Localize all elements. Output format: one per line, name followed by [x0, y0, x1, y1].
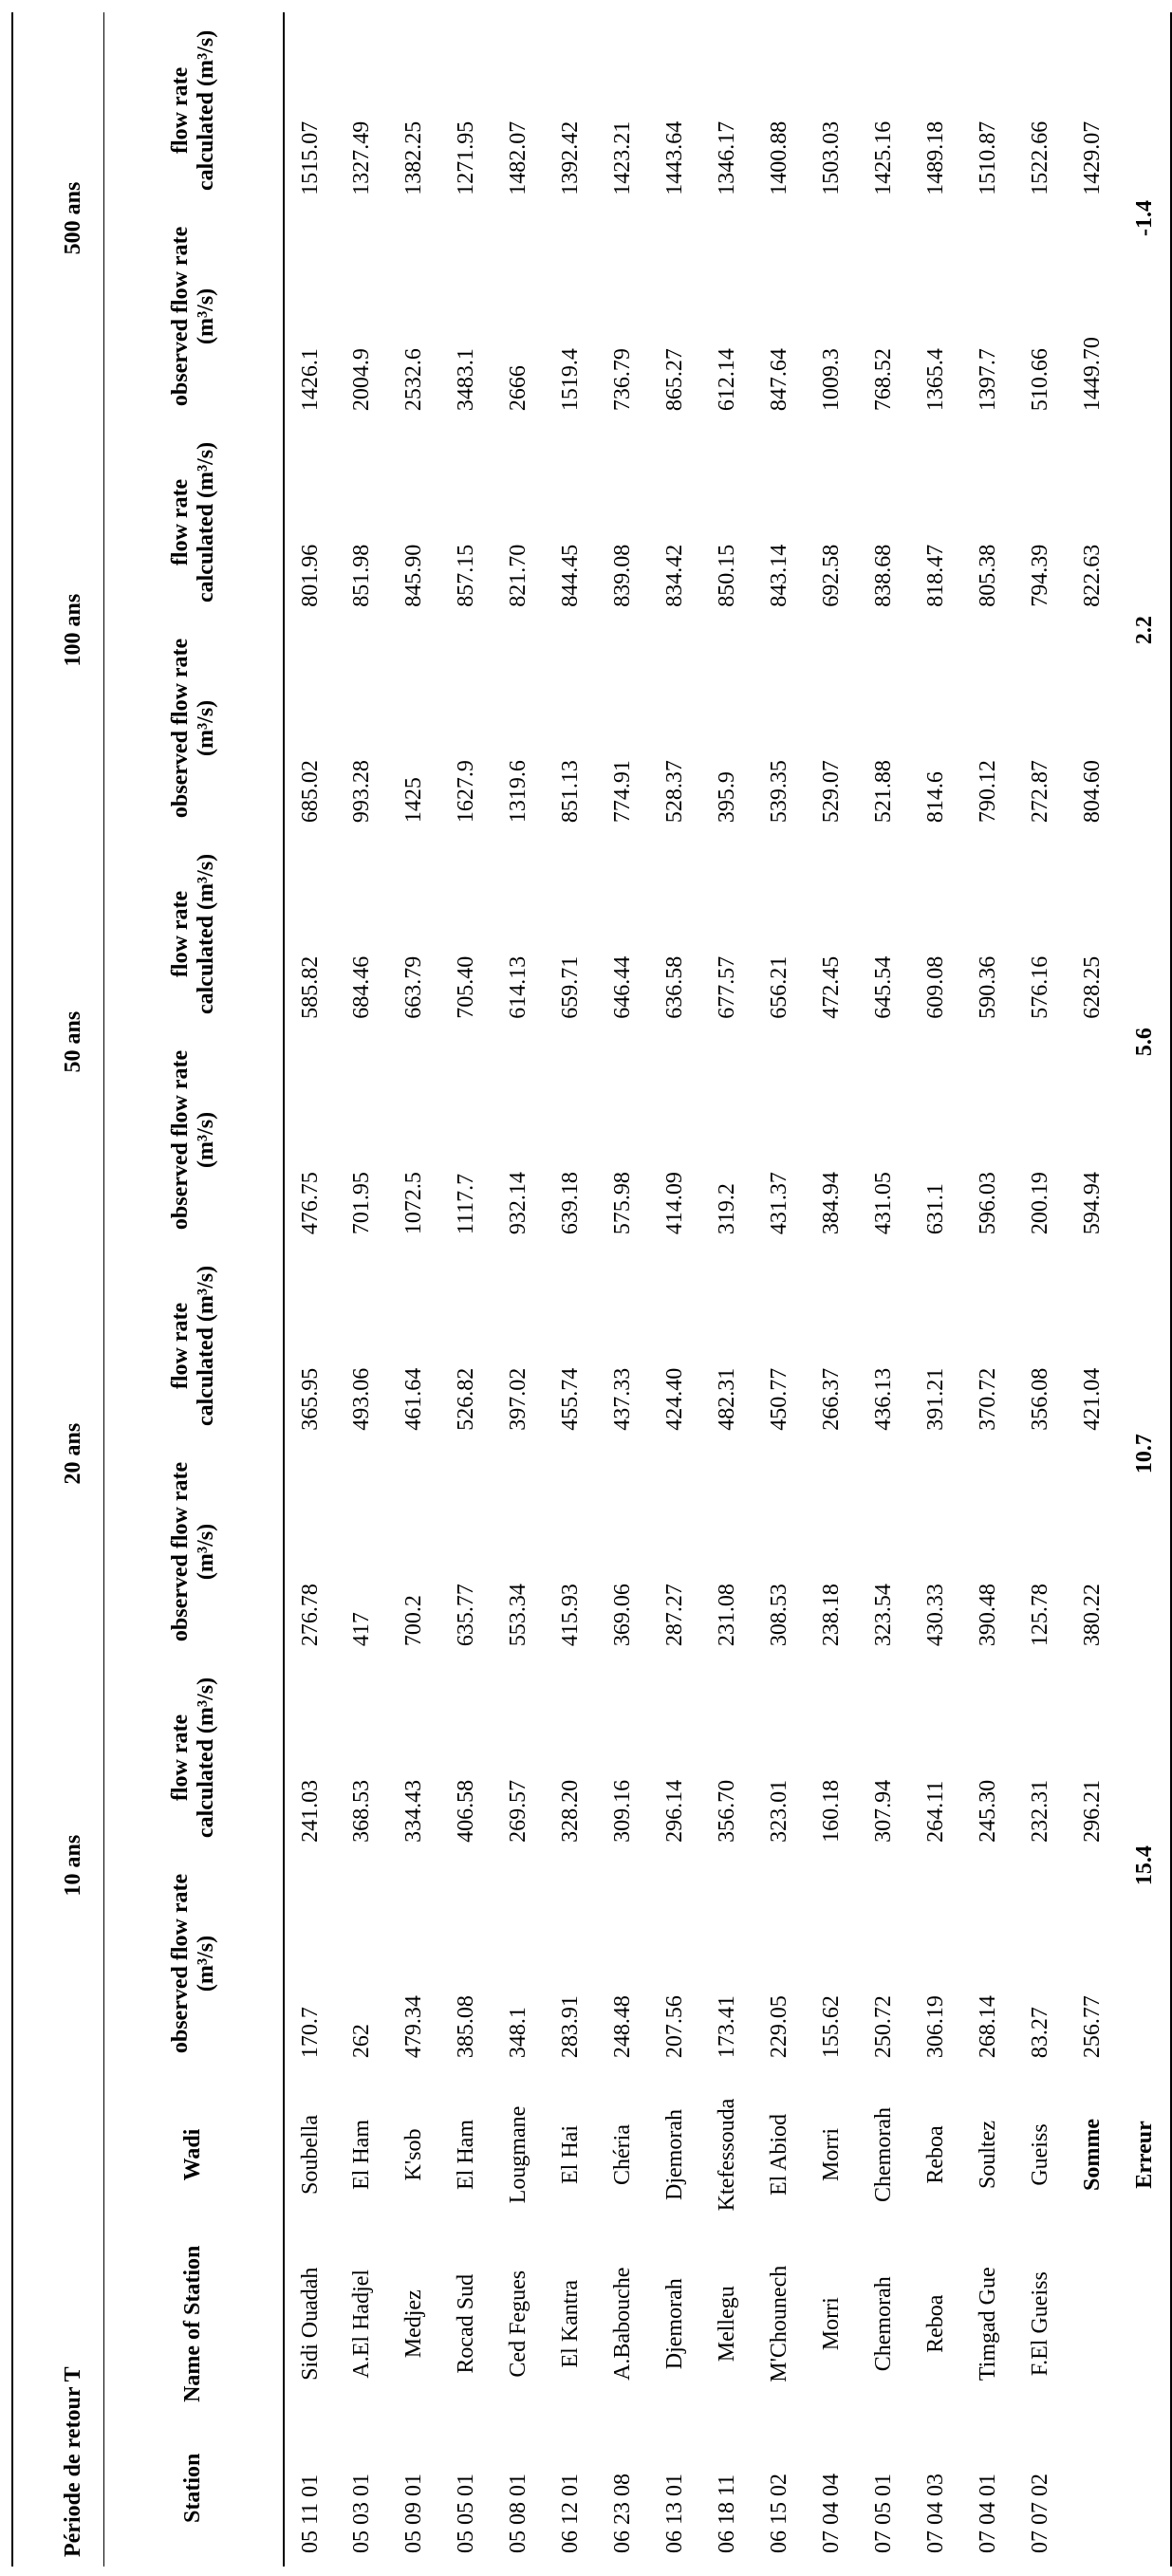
station-name-cell: Ced Fegues — [506, 2270, 531, 2378]
calculated-value-cell: 843.14 — [767, 544, 792, 607]
column-header-wadi: Wadi — [103, 2071, 284, 2238]
observed-value-cell: 415.93 — [558, 1584, 584, 1647]
calculated-value-cell: 1271.95 — [454, 120, 479, 195]
calculated-value-cell: 472.45 — [819, 955, 845, 1019]
station-code-cell: 07 04 04 — [819, 2474, 845, 2553]
empty-cell — [1067, 2238, 1119, 2410]
calculated-value-cell: 370.72 — [976, 1367, 1001, 1431]
calculated-value-cell: 334.43 — [401, 1779, 427, 1843]
observed-value-cell: 308.53 — [767, 1584, 792, 1647]
observed-value-cell: 528.37 — [662, 760, 688, 824]
observed-value-cell: 238.18 — [819, 1584, 845, 1647]
calculated-value-cell: 241.03 — [297, 1779, 323, 1843]
period-header-100: 100 ans — [45, 424, 103, 836]
calculated-value-cell: 232.31 — [1028, 1779, 1053, 1843]
period-header-20: 20 ans — [45, 1248, 103, 1659]
calculated-value-cell: 526.82 — [454, 1367, 479, 1431]
observed-value-cell: 207.56 — [662, 1995, 688, 2059]
somme-value-cell: 380.22 — [1080, 1584, 1106, 1647]
column-header-observed: observed flow rate (m³/s) — [103, 1032, 284, 1248]
observed-value-cell: 700.2 — [401, 1595, 427, 1647]
calculated-value-cell: 646.44 — [610, 955, 636, 1019]
table-row — [1014, 12, 1067, 2567]
somme-value-cell: 1429.07 — [1080, 120, 1106, 195]
wadi-cell: El Abiod — [767, 2113, 792, 2196]
calculated-value-cell: 834.42 — [662, 544, 688, 607]
calculated-value-cell: 609.08 — [923, 955, 949, 1019]
table-row — [545, 12, 597, 2567]
calculated-value-cell: 659.71 — [558, 955, 584, 1019]
calculated-value-cell: 1443.64 — [662, 120, 688, 195]
observed-value-cell: 847.64 — [767, 348, 792, 412]
calculated-value-cell: 307.94 — [871, 1779, 897, 1843]
column-header-calculated: flow rate calculated (m³/s) — [103, 424, 284, 621]
observed-value-cell: 1426.1 — [297, 348, 323, 412]
calculated-value-cell: 844.45 — [558, 544, 584, 607]
somme-value-cell: 822.63 — [1080, 544, 1106, 607]
table-row — [440, 12, 493, 2567]
somme-label: Somme — [1080, 2119, 1106, 2191]
observed-value-cell: 2532.6 — [401, 348, 427, 412]
observed-value-cell: 774.91 — [610, 760, 636, 824]
observed-value-cell: 685.02 — [297, 760, 323, 824]
calculated-value-cell: 677.57 — [715, 955, 740, 1019]
calculated-value-cell: 493.06 — [349, 1367, 375, 1431]
observed-value-cell: 248.48 — [610, 1995, 636, 2059]
station-name-cell: Timgad Gue — [976, 2267, 1001, 2381]
calculated-value-cell: 1382.25 — [401, 120, 427, 195]
observed-value-cell: 932.14 — [506, 1172, 531, 1235]
station-name-cell: Sidi Ouadah — [297, 2267, 323, 2381]
observed-value-cell: 430.33 — [923, 1584, 949, 1647]
wadi-cell: Gueiss — [1028, 2123, 1053, 2186]
calculated-value-cell: 850.15 — [715, 544, 740, 607]
calculated-value-cell: 1423.21 — [610, 120, 636, 195]
column-header-calculated: flow rate calculated (m³/s) — [103, 12, 284, 209]
wadi-cell: K'sob — [401, 2128, 427, 2181]
calculated-value-cell: 590.36 — [976, 955, 1001, 1019]
table-row — [388, 12, 440, 2567]
wadi-cell: El Ham — [349, 2120, 375, 2190]
observed-value-cell: 170.7 — [297, 2007, 323, 2059]
calculated-value-cell: 482.31 — [715, 1367, 740, 1431]
calculated-value-cell: 845.90 — [401, 544, 427, 607]
wadi-cell: Soultez — [976, 2121, 1001, 2189]
observed-value-cell: 479.34 — [401, 1995, 427, 2059]
calculated-value-cell: 436.13 — [871, 1367, 897, 1431]
observed-value-cell: 768.52 — [871, 348, 897, 412]
calculated-value-cell: 1510.87 — [976, 120, 1001, 195]
calculated-value-cell: 818.47 — [923, 544, 949, 607]
calculated-value-cell: 368.53 — [349, 1779, 375, 1843]
wadi-cell: Ktefessouda — [715, 2098, 740, 2212]
calculated-value-cell: 356.70 — [715, 1779, 740, 1843]
calculated-value-cell: 1392.42 — [558, 120, 584, 195]
station-name-cell: M'Chounech — [767, 2265, 792, 2382]
calculated-value-cell: 160.18 — [819, 1779, 845, 1843]
observed-value-cell: 1627.9 — [454, 760, 479, 824]
erreur-value-cell: 5.6 — [1119, 836, 1171, 1248]
somme-value-cell: 628.25 — [1080, 955, 1106, 1019]
calculated-value-cell: 585.82 — [297, 955, 323, 1019]
station-code-cell: 06 12 01 — [558, 2474, 584, 2553]
table-row — [910, 12, 962, 2567]
column-header-observed: observed flow rate (m³/s) — [103, 209, 284, 424]
station-name-cell: Reboa — [923, 2294, 949, 2353]
erreur-row — [1119, 12, 1171, 2567]
calculated-value-cell: 576.16 — [1028, 955, 1053, 1019]
observed-value-cell: 539.35 — [767, 760, 792, 824]
wadi-cell: El Hai — [558, 2125, 584, 2184]
observed-value-cell: 1072.5 — [401, 1172, 427, 1235]
calculated-value-cell: 450.77 — [767, 1367, 792, 1431]
calculated-value-cell: 437.33 — [610, 1367, 636, 1431]
observed-value-cell: 369.06 — [610, 1584, 636, 1647]
wadi-cell: Morri — [819, 2128, 845, 2181]
wadi-cell: Chemorah — [871, 2107, 897, 2202]
observed-value-cell: 2004.9 — [349, 348, 375, 412]
erreur-value-cell: 2.2 — [1119, 424, 1171, 836]
calculated-value-cell: 461.64 — [401, 1367, 427, 1431]
observed-value-cell: 639.18 — [558, 1172, 584, 1235]
calculated-value-cell: 705.40 — [454, 955, 479, 1019]
station-name-cell: Mellegu — [715, 2286, 740, 2363]
column-header-observed: observed flow rate (m³/s) — [103, 621, 284, 836]
table-row — [336, 12, 388, 2567]
table-row — [493, 12, 545, 2567]
table-row — [962, 12, 1014, 2567]
calculated-value-cell: 391.21 — [923, 1367, 949, 1431]
observed-value-cell: 521.88 — [871, 760, 897, 824]
calculated-value-cell: 684.46 — [349, 955, 375, 1019]
station-name-cell: F.El Gueiss — [1028, 2271, 1053, 2377]
column-header-observed: observed flow rate (m³/s) — [103, 1856, 284, 2071]
station-name-cell: Medjez — [401, 2289, 427, 2359]
observed-value-cell: 306.19 — [923, 1995, 949, 2059]
observed-value-cell: 993.28 — [349, 760, 375, 824]
calculated-value-cell: 406.58 — [454, 1779, 479, 1843]
observed-value-cell: 319.2 — [715, 1183, 740, 1235]
observed-value-cell: 631.1 — [923, 1183, 949, 1235]
calculated-value-cell: 1327.49 — [349, 120, 375, 195]
calculated-value-cell: 656.21 — [767, 955, 792, 1019]
calculated-value-cell: 397.02 — [506, 1367, 531, 1431]
observed-value-cell: 701.95 — [349, 1172, 375, 1235]
calculated-value-cell: 356.08 — [1028, 1367, 1053, 1431]
observed-value-cell: 790.12 — [976, 760, 1001, 824]
station-name-cell: El Kantra — [558, 2279, 584, 2368]
column-header-calculated: flow rate calculated (m³/s) — [103, 1659, 284, 1856]
calculated-value-cell: 636.58 — [662, 955, 688, 1019]
column-header-name: Name of Station — [103, 2238, 284, 2410]
observed-value-cell: 1365.4 — [923, 348, 949, 412]
observed-value-cell: 1009.3 — [819, 348, 845, 412]
observed-value-cell: 125.78 — [1028, 1584, 1053, 1647]
somme-value-cell: 296.21 — [1080, 1779, 1106, 1843]
observed-value-cell: 268.14 — [976, 1995, 1001, 2059]
somme-value-cell: 1449.70 — [1080, 337, 1106, 412]
observed-value-cell: 417 — [349, 1612, 375, 1647]
station-name-cell: Rocad Sud — [454, 2273, 479, 2374]
observed-value-cell: 851.13 — [558, 760, 584, 824]
calculated-value-cell: 857.15 — [454, 544, 479, 607]
calculated-value-cell: 245.30 — [976, 1779, 1001, 1843]
calculated-value-cell: 1515.07 — [297, 120, 323, 195]
calculated-value-cell: 264.11 — [923, 1780, 949, 1843]
calculated-value-cell: 1346.17 — [715, 120, 740, 195]
observed-value-cell: 1117.7 — [454, 1173, 479, 1235]
erreur-label: Erreur — [1119, 2071, 1171, 2238]
empty-cell — [1119, 2238, 1171, 2410]
calculated-value-cell: 1522.66 — [1028, 120, 1053, 195]
calculated-value-cell: 645.54 — [871, 955, 897, 1019]
observed-value-cell: 736.79 — [610, 348, 636, 412]
calculated-value-cell: 424.40 — [662, 1367, 688, 1431]
observed-value-cell: 200.19 — [1028, 1172, 1053, 1235]
station-code-cell: 06 18 11 — [715, 2474, 740, 2553]
calculated-value-cell: 1489.18 — [923, 120, 949, 195]
flow-rate-table — [11, 12, 1172, 2567]
station-code-cell: 05 03 01 — [349, 2474, 375, 2553]
calculated-value-cell: 794.39 — [1028, 544, 1053, 607]
somme-row — [1067, 12, 1119, 2567]
observed-value-cell: 431.37 — [767, 1172, 792, 1235]
station-code-cell: 07 04 03 — [923, 2474, 949, 2553]
calculated-value-cell: 838.68 — [871, 544, 897, 607]
observed-value-cell: 231.08 — [715, 1584, 740, 1647]
observed-value-cell: 283.91 — [558, 1995, 584, 2059]
somme-value-cell: 804.60 — [1080, 760, 1106, 824]
calculated-value-cell: 801.96 — [297, 544, 323, 607]
calculated-value-cell: 323.01 — [767, 1779, 792, 1843]
calculated-value-cell: 692.58 — [819, 544, 845, 607]
station-name-cell: Djemorah — [662, 2278, 688, 2370]
period-header-500: 500 ans — [45, 12, 103, 424]
table-row — [806, 12, 858, 2567]
observed-value-cell: 229.05 — [767, 1995, 792, 2059]
observed-value-cell: 635.77 — [454, 1584, 479, 1647]
table-row — [649, 12, 701, 2567]
observed-value-cell: 1425 — [401, 777, 427, 824]
calculated-value-cell: 1425.16 — [871, 120, 897, 195]
calculated-value-cell: 296.14 — [662, 1779, 688, 1843]
observed-value-cell: 272.87 — [1028, 760, 1053, 824]
observed-value-cell: 173.41 — [715, 1995, 740, 2059]
observed-value-cell: 390.48 — [976, 1584, 1001, 1647]
wadi-cell: Djemorah — [662, 2109, 688, 2200]
observed-value-cell: 596.03 — [976, 1172, 1001, 1235]
observed-value-cell: 155.62 — [819, 1995, 845, 2059]
observed-value-cell: 612.14 — [715, 348, 740, 412]
observed-value-cell: 287.27 — [662, 1584, 688, 1647]
observed-value-cell: 575.98 — [610, 1172, 636, 1235]
somme-value-cell: 594.94 — [1080, 1172, 1106, 1235]
wadi-cell: Chéria — [610, 2124, 636, 2185]
table-row — [753, 12, 806, 2567]
observed-value-cell: 395.9 — [715, 771, 740, 824]
empty-cell — [1067, 2410, 1119, 2567]
observed-value-cell: 1397.7 — [976, 348, 1001, 412]
observed-value-cell: 476.75 — [297, 1172, 323, 1235]
calculated-value-cell: 614.13 — [506, 955, 531, 1019]
erreur-value-cell: 10.7 — [1119, 1248, 1171, 1659]
calculated-value-cell: 805.38 — [976, 544, 1001, 607]
observed-value-cell: 510.66 — [1028, 348, 1053, 412]
station-name-cell: Chemorah — [871, 2276, 897, 2372]
calculated-value-cell: 365.95 — [297, 1367, 323, 1431]
observed-value-cell: 431.05 — [871, 1172, 897, 1235]
station-name-cell: A.Babouche — [610, 2267, 636, 2381]
station-code-cell: 06 23 08 — [610, 2474, 636, 2553]
table-row — [701, 12, 753, 2567]
observed-value-cell: 1319.6 — [506, 760, 531, 824]
empty-cell — [1119, 2410, 1171, 2567]
period-header-10: 10 ans — [45, 1659, 103, 2071]
observed-value-cell: 385.08 — [454, 1995, 479, 2059]
calculated-value-cell: 1400.88 — [767, 120, 792, 195]
calculated-value-cell: 821.70 — [506, 544, 531, 607]
observed-value-cell: 553.34 — [506, 1584, 531, 1647]
station-code-cell: 05 05 01 — [454, 2474, 479, 2553]
station-code-cell: 06 15 02 — [767, 2474, 792, 2553]
column-header-observed: observed flow rate (m³/s) — [103, 1444, 284, 1659]
calculated-value-cell: 455.74 — [558, 1367, 584, 1431]
calculated-value-cell: 328.20 — [558, 1779, 584, 1843]
calculated-value-cell: 839.08 — [610, 544, 636, 607]
station-code-cell: 06 13 01 — [662, 2474, 688, 2553]
period-label: Période de retour T — [45, 2071, 103, 2567]
observed-value-cell: 250.72 — [871, 1995, 897, 2059]
table-row — [597, 12, 649, 2567]
observed-value-cell: 814.6 — [923, 771, 949, 824]
calculated-value-cell: 1482.07 — [506, 120, 531, 195]
column-header-station: Station — [103, 2410, 284, 2567]
calculated-value-cell: 309.16 — [610, 1779, 636, 1843]
calculated-value-cell: 851.98 — [349, 544, 375, 607]
station-name-cell: Morri — [819, 2297, 845, 2351]
observed-value-cell: 414.09 — [662, 1172, 688, 1235]
observed-value-cell: 323.54 — [871, 1584, 897, 1647]
observed-value-cell: 384.94 — [819, 1172, 845, 1235]
wadi-cell: Lougmane — [506, 2105, 531, 2204]
observed-value-cell: 83.27 — [1028, 2007, 1053, 2059]
station-code-cell: 07 04 01 — [976, 2474, 1001, 2553]
somme-value-cell: 256.77 — [1080, 1995, 1106, 2059]
observed-value-cell: 1519.4 — [558, 348, 584, 412]
observed-value-cell: 865.27 — [662, 348, 688, 412]
observed-value-cell: 3483.1 — [454, 348, 479, 412]
calculated-value-cell: 269.57 — [506, 1779, 531, 1843]
table-row — [858, 12, 910, 2567]
table-body — [284, 12, 1171, 2567]
column-header-calculated: flow rate calculated (m³/s) — [103, 1248, 284, 1444]
somme-value-cell: 421.04 — [1080, 1367, 1106, 1431]
wadi-cell: Soubella — [297, 2115, 323, 2195]
wadi-cell: Reboa — [923, 2125, 949, 2184]
observed-value-cell: 2666 — [506, 365, 531, 412]
calculated-value-cell: 1503.03 — [819, 120, 845, 195]
calculated-value-cell: 266.37 — [819, 1367, 845, 1431]
station-code-cell: 07 05 01 — [871, 2474, 897, 2553]
observed-value-cell: 276.78 — [297, 1584, 323, 1647]
station-code-cell: 05 11 01 — [297, 2474, 323, 2553]
station-code-cell: 07 07 02 — [1028, 2474, 1053, 2553]
calculated-value-cell: 663.79 — [401, 955, 427, 1019]
period-header-50: 50 ans — [45, 836, 103, 1248]
wadi-cell: El Ham — [454, 2120, 479, 2190]
column-header-calculated: flow rate calculated (m³/s) — [103, 836, 284, 1032]
station-code-cell: 05 09 01 — [401, 2474, 427, 2553]
observed-value-cell: 348.1 — [506, 2007, 531, 2059]
table-row — [284, 12, 336, 2567]
erreur-value-cell: -1.4 — [1119, 12, 1171, 424]
station-name-cell: A.El Hadjel — [349, 2269, 375, 2379]
station-code-cell: 05 08 01 — [506, 2474, 531, 2553]
erreur-value-cell: 15.4 — [1119, 1659, 1171, 2071]
observed-value-cell: 529.07 — [819, 760, 845, 824]
observed-value-cell: 262 — [349, 2024, 375, 2059]
